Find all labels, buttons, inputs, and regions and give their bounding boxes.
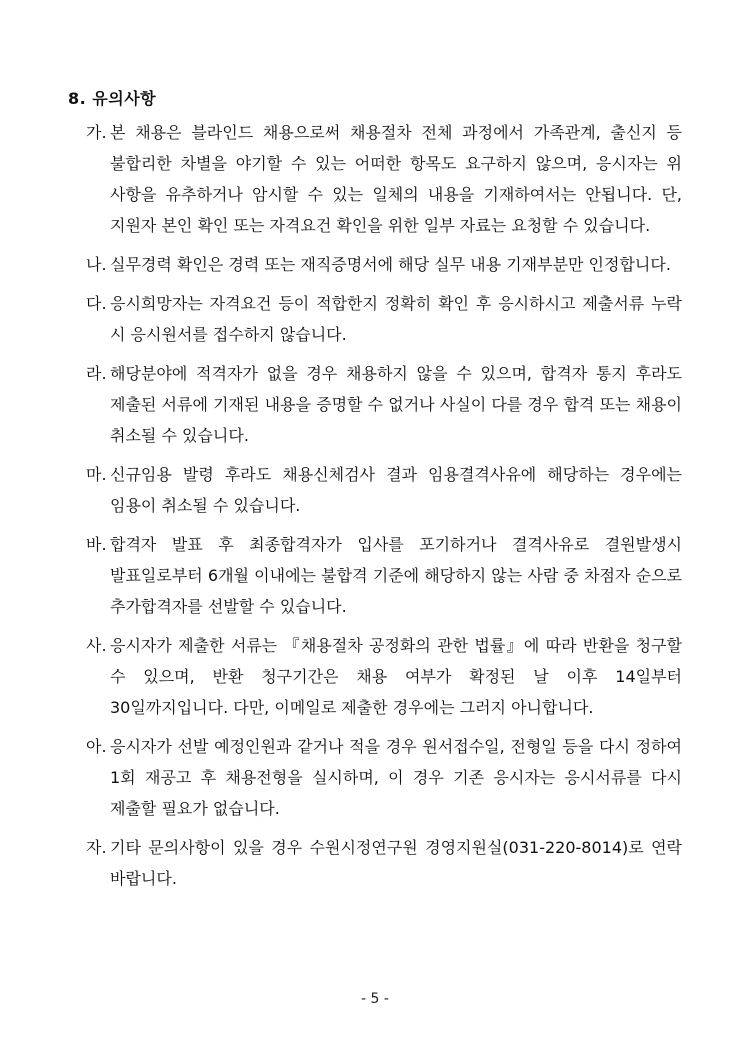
item-marker: 라. xyxy=(86,364,107,383)
item-text: 응시자가 제출한 서류는 『채용절차 공정화의 관한 법률』에 따라 반환을 청구할 수 있으며, 반환 청구기간은 채용 여부가 확정된 날 이후 14일부터 30일까지입니다. 다만, 이메일로 제출한 경우에는 그러지 아니합니다. xyxy=(110,636,682,717)
page-number: - 5 - xyxy=(361,991,389,1007)
item-marker: 가. xyxy=(86,123,107,142)
list-item xyxy=(86,117,682,241)
list-item xyxy=(86,459,682,521)
section-title: 8. 유의사항 xyxy=(68,89,157,108)
item-marker: 나. xyxy=(86,255,107,274)
item-text: 응시희망자는 자격요건 등이 적합한지 정확히 확인 후 응시하시고 제출서류 누락 시 응시원서를 접수하지 않습니다. xyxy=(110,294,682,344)
list-item xyxy=(86,358,682,451)
list-item xyxy=(86,288,682,350)
item-text: 신규임용 발령 후라도 채용신체검사 결과 임용결격사유에 해당하는 경우에는 임용이 취소될 수 있습니다. xyxy=(110,465,682,515)
item-marker: 바. xyxy=(86,535,107,554)
item-marker: 마. xyxy=(86,465,107,484)
item-text: 응시자가 선발 예정인원과 같거나 적을 경우 원서접수일, 전형일 등을 다시 정하여 1회 재공고 후 채용전형을 실시하며, 이 경우 기존 응시자는 응시서류를 다시 제출할 필요가 없습니다. xyxy=(110,737,682,818)
item-marker: 아. xyxy=(86,737,107,756)
item-marker: 사. xyxy=(86,636,107,655)
item-text: 기타 문의사항이 있을 경우 수원시정연구원 경영지원실(031-220-8014)로 연락 바랍니다. xyxy=(110,838,682,888)
list-item xyxy=(86,249,682,280)
list-item xyxy=(86,832,682,894)
item-text: 해당분야에 적격자가 없을 경우 채용하지 않을 수 있으며, 합격자 통지 후라도 제출된 서류에 기재된 내용을 증명할 수 없거나 사실이 다를 경우 합격 또는 채용이 취소될 수 있습니다. xyxy=(110,364,682,445)
item-text: 본 채용은 블라인드 채용으로써 채용절차 전체 과정에서 가족관계, 출신지 등 불합리한 차별을 야기할 수 있는 어떠한 항목도 요구하지 않으며, 응시자는 위 사항을 유추하거나 암시할 수 있는 일체의 내용을 기재하여서는 안됩니다. 단, 지원자 본인 확인 또는 자격요건 확인을 위한 일부 자료는 요청할 수 있습니다. xyxy=(110,123,682,235)
list-item xyxy=(86,630,682,723)
list-item xyxy=(86,529,682,622)
notice-list xyxy=(86,117,682,902)
item-text: 실무경력 확인은 경력 또는 재직증명서에 해당 실무 내용 기재부분만 인정합니다. xyxy=(110,255,671,274)
item-text: 합격자 발표 후 최종합격자가 입사를 포기하거나 결격사유로 결원발생시 발표일로부터 6개월 이내에는 불합격 기준에 해당하지 않는 사람 중 차점자 순으로 추가합격자를 선발할 수 있습니다. xyxy=(110,535,682,616)
item-marker: 다. xyxy=(86,294,107,313)
list-item xyxy=(86,731,682,824)
item-marker: 자. xyxy=(86,838,107,857)
